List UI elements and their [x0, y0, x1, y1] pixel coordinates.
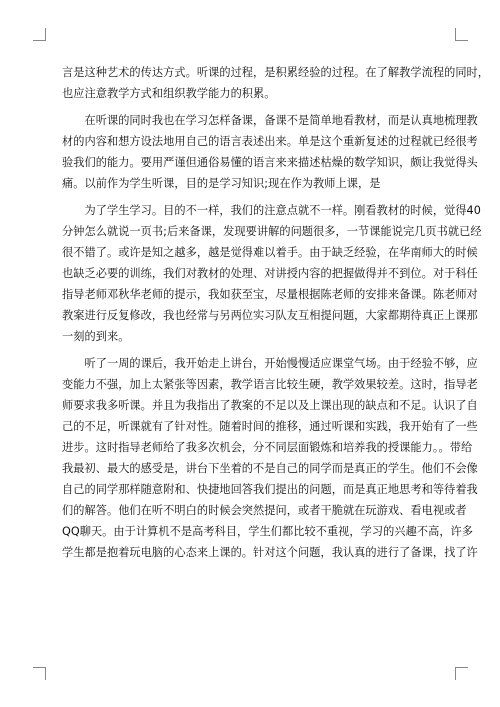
text-line: 在听课的同时我也在学习怎样备课，备课不是简单地看教材，而是认真地梳理教 [62, 114, 478, 127]
text-line: 师要求我多听课。并且为我指出了教案的不足以及上课出现的缺点和不足。认识了自 [62, 399, 478, 412]
text-line: 自己的同学那样随意附和、快捷地回答我们提出的问题，而是真正地思考和等待着我 [62, 483, 478, 496]
text-line: 痛。以前作为学生听课，目的是学习知识;现在作为教师上课，是 [62, 177, 381, 190]
text-line: 听了一周的课后，我开始走上讲台，开始慢慢适应课堂气场。由于经验不够，应 [62, 357, 478, 370]
text-line: 指导老师邓秋华老师的提示，我如获至宝，尽量根据陈老师的安排来备课。陈老师对 [62, 288, 478, 301]
text-line: 很不错了。或许是知之越多，越是觉得难以着手。由于缺乏经验，在华南师大的时候 [62, 246, 478, 259]
text-line: QQ聊天。由于计算机不是高考科目，学生们都比较不重视，学习的兴趣不高，许多 [62, 525, 474, 538]
text-line: 分钟怎么就说一页书;后来备课，发现要讲解的问题很多，一节课能说完几页书就已经 [62, 225, 482, 238]
text-line: 变能力不强，加上太紧张等因素，教学语言比较生硬，教学效果较差。这时，指导老 [62, 378, 478, 391]
crop-mark-bottom-right [455, 667, 468, 680]
text-line: 为了学生学习。目的不一样，我们的注意点就不一样。刚看教材的时候，觉得40 [62, 204, 481, 217]
document-body [62, 62, 490, 563]
text-line: 进步。这时指导老师给了我多次机会，分不同层面锻炼和培养我的授课能力。。带给 [62, 441, 473, 454]
crop-mark-bottom-left [33, 667, 46, 680]
crop-mark-top-right [455, 28, 468, 41]
text-line: 教案进行反复修改，我也经常与另两位实习队友互相提问题，大家都期待真正上课那 [62, 309, 478, 322]
text-line: 我最初、最大的感受是，讲台下坐着的不是自己的同学而是真正的学生。他们不会像 [62, 462, 478, 475]
text-line: 一刻的到来。 [62, 330, 130, 343]
text-line: 学生都是抱着玩电脑的心态来上课的。针对这个问题，我认真的进行了备课，找了许 [62, 546, 478, 559]
text-line: 材的内容和想方设法地用自己的语言表述出来。单是这个重新复述的过程就已经很考 [62, 135, 478, 148]
text-line: 验我们的能力。要用严谨但通俗易懂的语言来来描述枯燥的数学知识，颇让我觉得头 [62, 156, 478, 169]
text-line: 言是这种艺术的传达方式。听课的过程，是积累经验的过程。在了解教学流程的同时， [62, 66, 490, 79]
text-line: 也缺乏必要的训练，我们对教材的处理、对讲授内容的把握做得并不到位。对于科任 [62, 267, 478, 280]
text-line: 们的解答。他们在听不明白的时候会突然提问，或者干脆就在玩游戏、看电视或者 [62, 504, 467, 517]
text-line: 也应注意教学方式和组织教学能力的积累。 [62, 87, 276, 100]
text-line: 己的不足，听课就有了针对性。随着时间的推移，通过听课和实践，我开始有了一些 [62, 420, 478, 433]
crop-mark-top-left [33, 28, 46, 41]
